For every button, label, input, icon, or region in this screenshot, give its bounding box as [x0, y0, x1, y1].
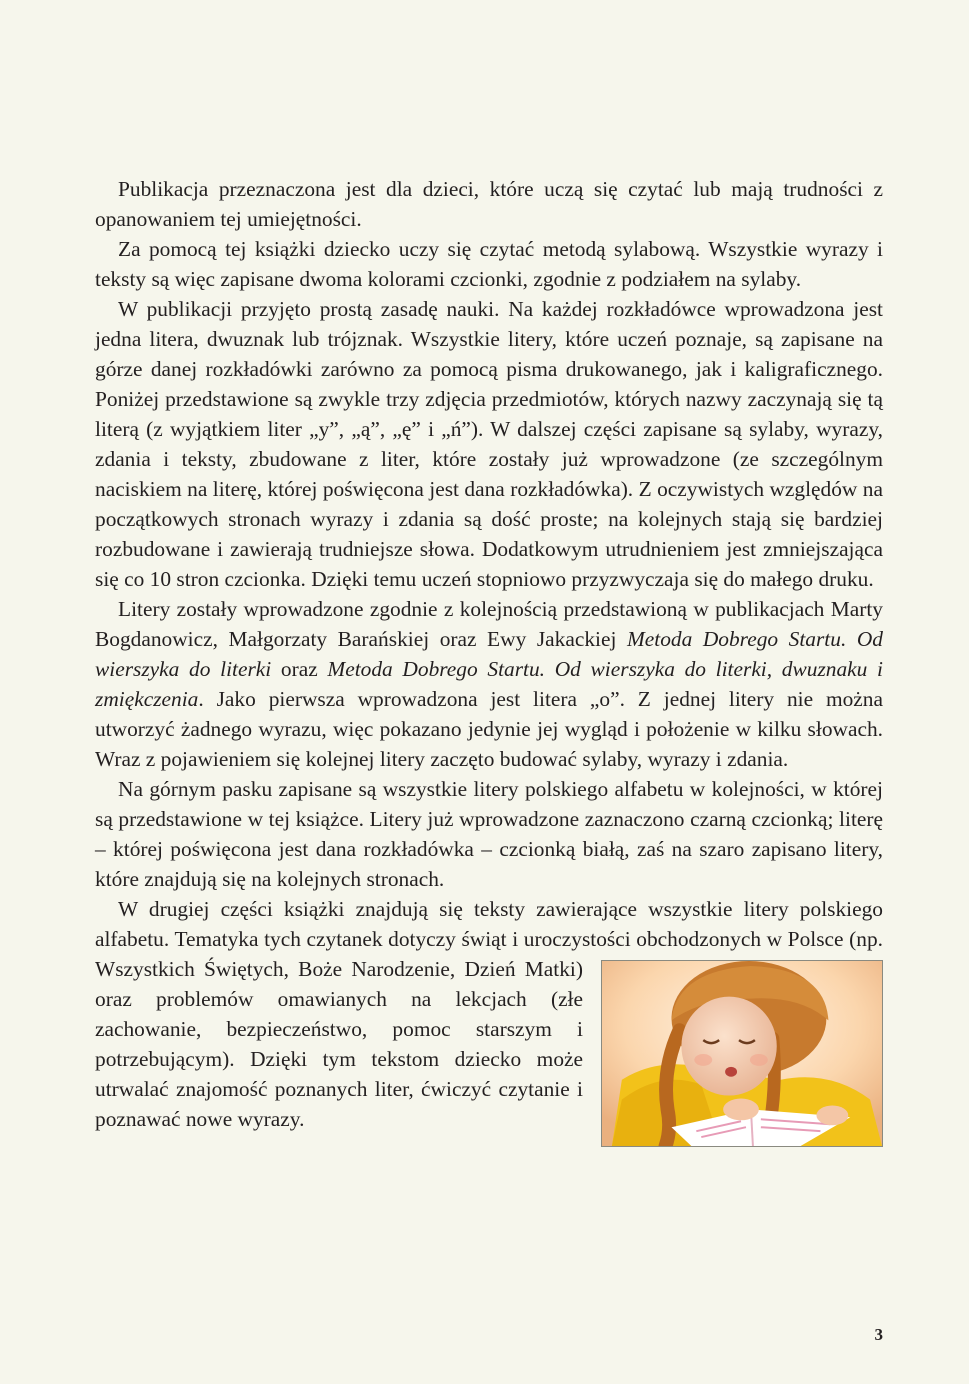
paragraph-top-bar: Na górnym pasku zapisane są wszystkie litery polskiego alfabetu w kolejności, w której są przedstawione w tej książce. Litery już wprowadzone zaznaczono czarną czcionką; literę – której poświęcona jest dana rozkładówka – czcionką białą, zaś na szaro zapisano litery, które znajdują się na kolejnych stronach.	[95, 777, 883, 891]
paragraph-letter-order	[95, 594, 883, 774]
paragraph-letter-order-text-2: oraz	[271, 657, 328, 681]
book-title-1: Metoda Dobrego Startu. Od wierszyka do literki	[95, 627, 883, 681]
paragraph-method: Za pomocą tej książki dziecko uczy się czytać metodą sylabową. Wszystkie wyrazy i teksty są więc zapisane dwoma kolorami czcionki, zgodnie z podziałem na sylaby.	[95, 237, 883, 291]
body-text	[95, 174, 883, 1151]
book-title-2: Metoda Dobrego Startu. Od wierszyka do literki, dwuznaku i zmiękczenia	[95, 657, 883, 711]
paragraph-second-part	[95, 894, 883, 1134]
page-number: 3	[874, 1325, 883, 1344]
reading-girl-illustration	[602, 961, 882, 1146]
paragraph-intro: Publikacja przeznaczona jest dla dzieci, które uczą się czytać lub mają trudności z opanowaniem tej umiejętności.	[95, 177, 883, 231]
paragraph-letter-order-text-3: . Jako pierwsza wprowadzona jest litera „o”. Z jednej litery nie można utworzyć żadnego wyrazu, więc pokazano jedynie jej wygląd i położenie w kilku słowach. Wraz z pojawieniem się kolejnej litery zaczęto budować sylaby, wyrazy i zdania.	[95, 687, 883, 771]
paragraph-second-part-text-1: W drugiej części książki znajdują się teksty zawierające wszystkie litery polskiego alfabetu. Tematyka tych czytanek dotyczy świąt i uroczystości obchodzonych w Pol	[95, 897, 883, 951]
reading-girl-photo	[601, 960, 883, 1147]
paragraph-second-part-text-2: sce (np. Wszystkich Świętych, Boże Narodzenie, Dzień Matki) oraz problemów omawianych na lekcjach (złe zachowanie, bezpieczeństwo, pomoc starszym i potrzebującym). Dzięki tym tekstom dziecko może utrwalać znajomość poznanych liter, ćwiczyć czytanie i poznawać nowe wyrazy.	[95, 927, 883, 1131]
paragraph-structure: W publikacji przyjęto prostą zasadę nauki. Na każdej rozkładówce wprowadzona jest jedna litera, dwuznak lub trójznak. Wszystkie litery, które uczeń poznaje, są zapisane na górze danej rozkładówki zarówno za pomocą pisma drukowanego, jak i kaligraficznego. Poniżej przedstawione są zwykle trzy zdjęcia przedmiotów, których nazwy zaczynają się tą literą (z wyjątkiem liter „y”, „ą”, „ę” i „ń”). W dalszej części zapisane są sylaby, wyrazy, zdania i teksty, zbudowane z liter, które zostały już wprowadzone (ze szczególnym naciskiem na literę, której poświęcona jest dana rozkładówka). Z oczywistych względów na początkowych stronach wyrazy i zdania są dość proste; na kolejnych stają się bardziej rozbudowane i zawierają trudniejsze słowa. Dodatkowym utrudnieniem jest zmniejszająca się co 10 stron czcionka. Dzięki temu uczeń stopniowo przyzwyczaja się do małego druku.	[95, 297, 883, 591]
paragraph-letter-order-text-1: Litery zostały wprowadzone zgodnie z kolejnością przedstawioną w publikacjach Marty Bogdanowicz, Małgorzaty Barańskiej oraz Ewy Jakackiej	[95, 597, 883, 651]
